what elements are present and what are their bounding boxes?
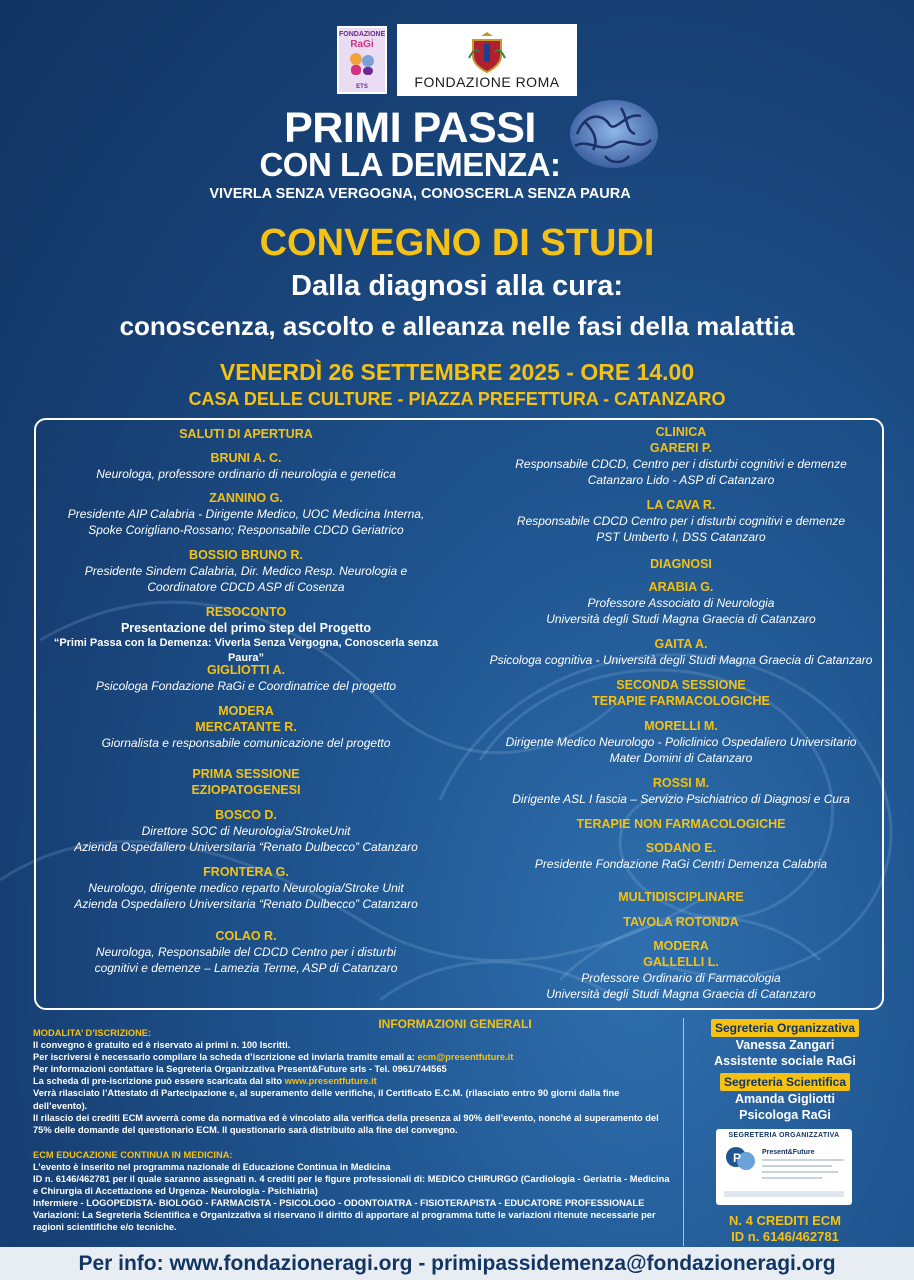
speaker-role: Neurologa, professore ordinario di neurologia e genetica [96,467,396,481]
speaker-role: Mater Domini di Catanzaro [609,751,753,765]
speaker-role: Presidente Fondazione RaGi Centri Demenza Calabria [534,857,828,871]
ecm-line: L’evento è inserito nel programma nazionale di Educazione Continua in Medicina [33,1161,391,1172]
card-partner-logos [724,1191,844,1197]
org-secretariat-name: Vanessa Zangari [735,1038,835,1052]
segreteria-organizzativa [700,1019,870,1069]
speaker-role: Università degli Studi Magna Graecia di Catanzaro [546,612,816,626]
divider [683,1018,684,1246]
speaker-role: Spoke Corigliano-Rossano; Responsabile CDCD Geriatrico [88,523,404,537]
section-heading: TAVOLA ROTONDA [623,915,739,929]
program-item [36,766,456,798]
fondazione-roma-logo [397,24,577,96]
speaker-name: FRONTERA G. [203,865,289,879]
speaker-role: Presidente Sindem Calabria, Dir. Medico Resp. Neurologia e [84,564,408,578]
speaker-role: Neurologo, dirigente medico reparto Neurologia/Stroke Unit [88,881,404,895]
info-line [33,1075,673,1087]
info-line [33,1051,673,1063]
roma-logo-text: FONDAZIONE ROMA [414,74,560,90]
speaker-role: Catanzaro Lido - ASP di Catanzaro [587,473,775,487]
speaker-role: Università degli Studi Magna Graecia di Catanzaro [546,987,816,1001]
section-heading: PRIMA SESSIONE [192,767,300,781]
card-line [762,1171,838,1173]
card-brand: Present&Future [762,1149,815,1156]
info-line-text: La scheda di pre-iscrizione può essere scaricata dal sito [33,1076,285,1087]
card-title: SEGRETERIA ORGANIZZATIVA [728,1132,840,1139]
program-item [476,579,886,627]
info-line: Il convegno è gratuito ed è riservato ai primi n. 100 Iscritti. [33,1040,291,1051]
program-item [476,424,886,488]
info-line: Per informazioni contattare la Segreteria Organizzativa Present&Future srls - Tel. 0961/744565 [33,1064,447,1075]
event-type: CONVEGNO DI STUDI [259,222,655,264]
program-item [476,556,886,572]
program-item [36,450,456,482]
speaker-role: PST Umberto I, DSS Catanzaro [596,530,766,544]
speaker-name: ZANNINO G. [209,491,283,505]
speaker-name: GIGLIOTTI A. [206,663,285,677]
speaker-name: GAITA A. [654,637,708,651]
ecm-line: Variazioni: La Segreteria Scientifica e Organizzativa si riservano il diritto di apportare al programma tutte le variazioni ritenute necessarie per ragioni scientifiche e/o tecniche. [33,1210,656,1233]
speaker-role: Azienda Ospedaliero Universitaria “Renato Dulbecco” Catanzaro [74,840,418,854]
ecm-id: ID n. 6146/462781 [731,1229,839,1244]
section-heading: MODERA [218,704,274,718]
title-line-2: CON LA DEMENZA: [259,146,561,183]
event-date: VENERDÌ 26 SETTEMBRE 2025 - ORE 14.00 [219,359,695,385]
ragi-logo-brand: RaGi [350,39,374,50]
present-future-card [716,1129,852,1205]
speaker-role: Azienda Ospedaliero Universitaria “Renato Dulbecco” Catanzaro [74,897,418,911]
speaker-name: BRUNI A. C. [210,451,282,465]
program-item [476,889,886,905]
speaker-name: COLAO R. [215,929,277,943]
speaker-name: LA CAVA R. [646,498,716,512]
ecm-credits: N. 4 CREDITI ECM [729,1213,841,1228]
speaker-name: ROSSI M. [652,776,710,790]
speaker-role: Professore Ordinario di Farmacologia [581,971,781,985]
speaker-name: MERCATANTE R. [195,720,297,734]
speaker-role: Neurologa, Responsabile del CDCD Centro per i disturbi [95,945,397,959]
ragi-logo-name: FONDAZIONE [339,31,386,38]
program-item [36,703,456,751]
program-item [36,662,456,694]
footer-contact[interactable]: Per info: www.fondazioneragi.org - primipassidemenza@fondazioneragi.org [0,1247,914,1280]
sci-secretariat-role: Psicologa RaGi [739,1108,831,1122]
program-item [476,636,886,668]
fondazione-ragi-logo [337,26,387,94]
speaker-name: SODANO E. [645,841,717,855]
org-secretariat-badge: Segreteria Organizzativa [711,1019,859,1037]
event-place: CASA DELLE CULTURE - PIAZZA PREFETTURA - CATANZARO [188,389,726,409]
program-item [36,490,456,538]
section-heading: RESOCONTO [205,605,287,619]
program-item [476,775,886,807]
registration-heading: MODALITA’ D’ISCRIZIONE: [33,1028,152,1038]
speaker-name: GALLELLI L. [643,955,719,969]
section-heading: EZIOPATOGENESI [191,783,301,797]
speaker-role: Coordinatore CDCD ASP di Cosenza [147,580,345,594]
speaker-name: BOSSIO BRUNO R. [189,548,303,562]
event-subtitle-1: Dalla diagnosi alla cura: [291,270,623,302]
speaker-role: Dirigente ASL I fascia – Servizio Psichiatrico di Diagnosi e Cura [512,792,850,806]
section-heading: MODERA [653,939,709,953]
ecm-line: Infermiere - LOGOPEDISTA- BIOLOGO - FARMACISTA - PSICOLOGO - ODONTOIATRA - FISIOTERAPISTA - EDUCATORE PROFESSIONALE [33,1198,645,1209]
program-item [476,938,886,1002]
title-tagline: VIVERLA SENZA VERGOGNA, CONOSCERLA SENZA PAURA [209,186,631,202]
title-line-1: PRIMI PASSI [284,104,536,152]
presentation-title: Presentazione del primo step del Progetto [120,621,372,635]
speaker-role: Giornalista e responsabile comunicazione del progetto [101,736,391,750]
ecm-heading: ECM EDUCAZIONE CONTINUA IN MEDICINA: [33,1149,233,1160]
program-item [36,547,456,595]
info-title: INFORMAZIONI GENERALI [378,1017,532,1031]
section-heading: MULTIDISCIPLINARE [618,890,744,904]
project-title: “Primi Passa con la Demenza: Viverla Senza Vergogna, Conoscerla senza Paura” [53,637,439,664]
present-future-logo-icon [724,1145,758,1175]
svg-text:P: P [733,1151,742,1165]
speaker-role: Direttore SOC di Neurologia/StrokeUnit [141,824,351,838]
section-heading: DIAGNOSI [650,557,712,571]
card-line [762,1165,832,1167]
speaker-name: MORELLI M. [644,719,718,733]
program-item [36,426,456,442]
speaker-role: Responsabile CDCD Centro per i disturbi cognitivi e demenze [516,514,846,528]
section-heading: TERAPIE NON FARMACOLOGICHE [576,817,786,831]
program-item [476,840,886,872]
speaker-name: ARABIA G. [648,580,714,594]
info-line-text: Per iscriversi è necessario compilare la scheda d’iscrizione ed inviarla tramite email a: [33,1052,418,1063]
roma-crest-icon [467,32,507,76]
speaker-role: Professore Associato di Neurologia [587,596,775,610]
speaker-role: Presidente AIP Calabria - Dirigente Medico, UOC Medicina Interna, [67,507,425,521]
ragi-logo-figures-icon [345,50,379,76]
org-secretariat-role: Assistente sociale RaGi [714,1054,856,1068]
speaker-role: Psicologa cognitiva - Università degli Studi Magna Graecia di Catanzaro [489,653,873,667]
program-box [34,418,884,1010]
speaker-role: cognitivi e demenze – Lamezia Terme, ASP di Catanzaro [94,961,398,975]
segreteria-scientifica [700,1073,870,1123]
section-heading: CLINICA [655,425,707,439]
program-item [36,928,456,976]
section-heading: SALUTI DI APERTURA [179,427,313,441]
ragi-logo-suffix: ETS [356,84,368,90]
program-item [476,718,886,766]
program-item [36,864,456,912]
registration-email-link[interactable]: ecm@presentfuture.it [417,1052,514,1063]
program-item [36,604,456,666]
speaker-role: Psicologa Fondazione RaGi e Coordinatrice del progetto [95,679,397,693]
program-item [476,816,886,832]
program-item [36,807,456,855]
info-line: Verrà rilasciato l’Attestato di Partecipazione e, al superamento delle verifiche, il Certificato E.C.M. (rilasciato entro 90 giorni dalla fine dell’evento). [33,1088,620,1111]
ecm-line: ID n. 6146/462781 per il quale saranno assegnati n. 4 crediti per le figure professionali di: MEDICO CHIRURGO (Cardiologia - Geriatria - Medicina e Chirurgia di Accettazione ed Urgenza- Neurologia - Psichiatria) [33,1174,670,1197]
speaker-name: BOSCO D. [215,808,277,822]
sci-secretariat-badge: Segreteria Scientifica [720,1073,850,1091]
speaker-role: Dirigente Medico Neurologo - Policlinico Ospedaliero Universitario [505,735,857,749]
program-item [476,677,886,709]
program-item [476,914,886,930]
program-item [476,497,886,545]
section-heading: TERAPIE FARMACOLOGICHE [592,694,770,708]
info-block [33,1027,673,1234]
event-subtitle-2: conoscenza, ascolto e alleanza nelle fasi della malattia [119,311,795,341]
card-line [762,1177,822,1179]
website-link[interactable]: www.presentfuture.it [284,1076,377,1087]
section-heading: SECONDA SESSIONE [616,678,746,692]
card-line [762,1159,844,1161]
sci-secretariat-name: Amanda Gigliotti [735,1092,835,1106]
speaker-name: GARERI P. [649,441,713,455]
info-line: Il rilascio dei crediti ECM avverrà come da normativa ed è vincolato alla verifica della presenza al 90% dell’evento, nonché al superamento del 75% delle domande del questionario ECM. Il questionario sarà distribuito alla fine del convegno. [33,1112,659,1135]
brain-icon [565,94,663,178]
speaker-role: Responsabile CDCD, Centro per i disturbi cognitivi e demenze [515,457,847,471]
